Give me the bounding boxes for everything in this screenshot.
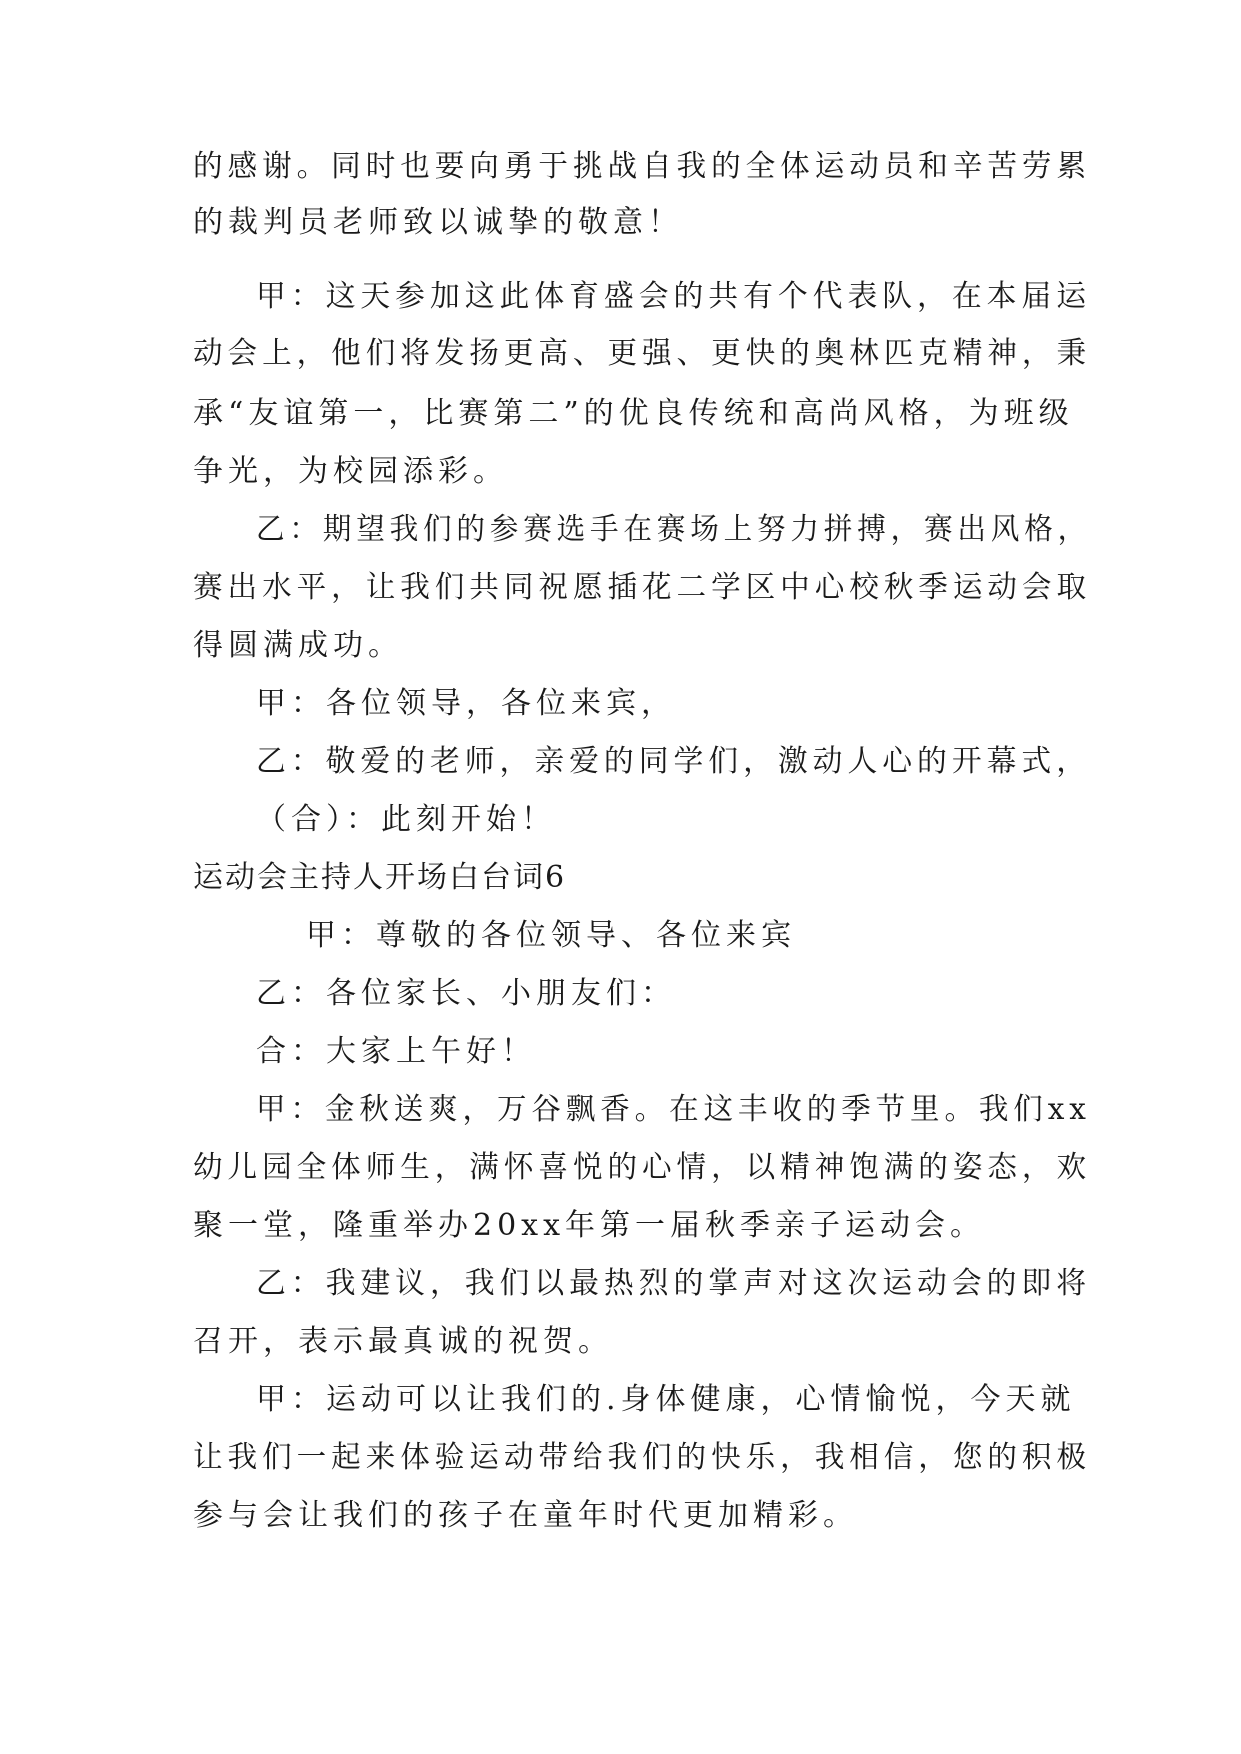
text-line: 乙：敬爱的老师，亲爱的同学们，激动人心的开幕式， (256, 744, 1091, 779)
text-line: 动会上，他们将发扬更高、更强、更快的奥林匹克精神，秉 (193, 336, 1091, 371)
text-line: （合）：此刻开始！ (256, 802, 556, 837)
text-line: 甲：运动可以让我们的.身体健康，心情愉悦，今天就 (256, 1382, 1076, 1417)
text-line: 让我们一起来体验运动带给我们的快乐，我相信，您的积极 (193, 1440, 1091, 1475)
text-line: 乙：各位家长、小朋友们： (256, 976, 676, 1011)
section-heading: 运动会主持人开场白台词6 (193, 860, 567, 895)
text-line: 召开，表示最真诚的祝贺。 (193, 1324, 613, 1359)
text-line: 乙：我建议，我们以最热烈的掌声对这次运动会的即将 (256, 1266, 1091, 1301)
text-line: 乙：期望我们的参赛选手在赛场上努力拼搏，赛出风格， (256, 512, 1091, 547)
text-line: 赛出水平，让我们共同祝愿插花二学区中心校秋季运动会取 (193, 570, 1091, 605)
text-line: 甲：这天参加这此体育盛会的共有个代表队，在本届运 (256, 279, 1091, 314)
text-line: 参与会让我们的孩子在童年时代更加精彩。 (193, 1498, 858, 1533)
text-line: 的感谢。同时也要向勇于挑战自我的全体运动员和辛苦劳累 (193, 149, 1091, 184)
text-line: 甲：各位领导，各位来宾， (256, 686, 676, 721)
text-line: 甲：金秋送爽，万谷飘香。在这丰收的季节里。我们xx (256, 1092, 1091, 1127)
text-line: 得圆满成功。 (193, 628, 403, 663)
text-line: 的裁判员老师致以诚挚的敬意！ (193, 205, 683, 240)
text-line: 争光，为校园添彩。 (193, 454, 508, 489)
text-line: 承“友谊第一，比赛第二”的优良传统和高尚风格，为班级 (193, 396, 1074, 431)
text-line: 幼儿园全体师生，满怀喜悦的心情，以精神饱满的姿态，欢 (193, 1150, 1091, 1185)
text-line: 甲：尊敬的各位领导、各位来宾 (306, 918, 796, 953)
text-line: 聚一堂，隆重举办20xx年第一届秋季亲子运动会。 (193, 1208, 986, 1243)
text-line: 合：大家上午好！ (256, 1034, 536, 1069)
